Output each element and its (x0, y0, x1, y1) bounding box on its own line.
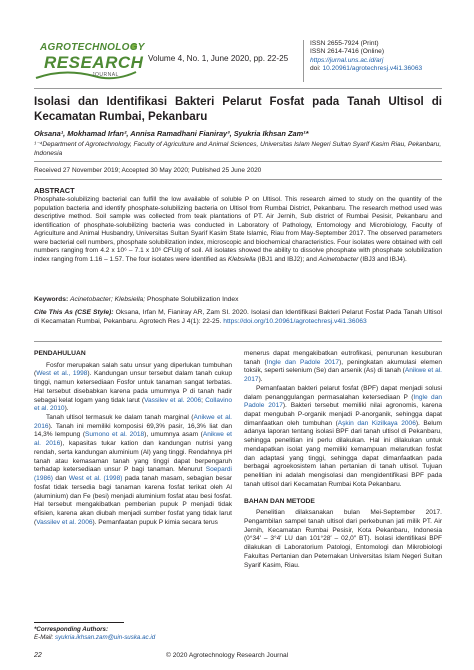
abstract-genus-2: Acinetobacter (318, 255, 359, 263)
intro-paragraph-2-cont: menerus dapat mengakibatkan eutrofikasi, penurunan kesuburan tanah (Ingle dan Padole 2017), peningkatan akumulasi elemen toksik, seperti selenium (Se) dan arsenik (As) di tanah (Anikwe et al. 2017). (244, 350, 442, 384)
article-title: Isolasi dan Identifikasi Bakteri Pelarut Fosfat pada Tanah Ultisol di Kecamatan Rumbai, Pekanbaru (34, 95, 442, 123)
methods-heading: BAHAN DAN METODE (244, 497, 315, 505)
email-label: E-Mail: (34, 633, 55, 641)
citation-link[interactable]: Anikwe et al. 2016 (34, 414, 232, 430)
page-number: 22 (34, 652, 42, 659)
abstract-heading: ABSTRACT (34, 186, 75, 195)
author-list: Oksana¹, Mokhamad Irfan², Annisa Ramadhani Fianiray³, Syukria Ikhsan Zam¹* (34, 129, 309, 138)
issn-online: ISSN 2614-7416 (Online) (310, 48, 385, 56)
header-divider (303, 40, 304, 82)
logo-text-line2: RESEARCH (44, 53, 144, 72)
logo-text-line3: JOURNAL (92, 72, 119, 78)
citation-link[interactable]: West et al. (1998) (68, 475, 123, 483)
abstract-text-mid: (IBJ1 and IBJ2); and (255, 255, 319, 263)
intro-paragraph-3: Pemanfaatan bakteri pelarut fosfat (BPF) dapat menjadi solusi dalam penanggulangan permasalahan ketersediaan P (Ingle dan Padole 2017). Bakteri tersebut memiliki nilai agronomis, karena dapat mengubah P-organik menjadi P-anorganik, sehingga dapat dimanfaatkan oleh tumbuhan (Aşkin dan Kizilkaya 2006). Belum adanya laporan tentang isolasi BPF dari tanah ultisol di Pekanbaru, sehingga penelitian ini perlu dilakukan. Hal ini dilakukan untuk mendapatkan isolat yang memiliki kemampuan melarutkan fosfat dan adaptasi yang tinggi, sehingga dapat dimanfaatkan pada berbagai agroekosistem lahan pertanian di tanah ultisol. Tujuan penelitian ini adalah mengisolasi dan mengidentifikasi BPF pada tanah ultisol dari Kecamatan Rumbai Kota Pekanbaru. (244, 384, 442, 488)
affiliation-rule (34, 161, 442, 162)
cite-doi-link[interactable]: https://doi.org/10.20961/agrotechresj.v4i1.36063 (223, 317, 367, 325)
doi-link[interactable]: 10.20961/agrotechresj.v4i1.36063 (322, 65, 423, 73)
abstract-genus-1: Klebsiella (227, 255, 256, 263)
author-affiliation: ¹⁻⁴Department of Agrotechnology, Faculty of Agriculture and Animal Sciences, Universitas Islam Negeri Sultan Syarif Kasim Riau, Pekanbaru, Indonesia (34, 141, 442, 157)
citation-block (34, 309, 442, 326)
citation-link[interactable]: Soepardi (1986) (34, 466, 232, 483)
methods-paragraph-1: Penelitian dilaksanakan bulan Mei-September 2017. Pengambilan sampel tanah ultisol dari perkebunan jati milik PT. Air Jernih, Kecamatan Rumbai Pesisir, Kota Pekanbaru, Indonesia (0°34′ – 3°4′ LU dan 101°28′ – 02,0″ BT). Isolasi identifikasi BPF dilakukan di Laboratorium Patologi, Entomologi dan Mikrobiologi Fakultas Pertanian dan Peternakan Universitas Islam Negeri Sultan Syarif Kasim, Riau. (244, 509, 442, 569)
citation-link[interactable]: Anikwe et al. 2017 (244, 367, 442, 384)
abstract-text-end: (IBJ3 and IBJ4). (358, 255, 407, 263)
journal-logo (34, 38, 145, 84)
logo-text-line1: AGROTECHNOLOGY (40, 42, 145, 53)
intro-paragraph-1: Fosfor merupakan salah satu unsur yang diperlukan tumbuhan (West et al., 1998). Kandungan unsur tersebut dalam tanah cukup tinggi, namun ketersediaan Fosfor untuk tanaman sangat terbatas. Hal tersebut disebabkan karena pada umumnya P di tanah hadir sebagai kelat logam yang tidak larut (Vassilev et al. 2006; Collavino et al. 2010). (34, 361, 232, 413)
intro-paragraph-2: Tanah ultisol termasuk ke dalam tanah marginal (Anikwe et al. 2016). Tanah ini memiliki komposisi 69,3% pasir, 16,3% liat dan 14,3% lempung (Sumono et al. 2018), umumnya asam (Anikwe et al. 2016), kapasitas tukar kation dan kandungan nutrisi yang rendah, serta kandungan aluminium (Al) yang tinggi. Rendahnya pH tanah atau kemasaman tanah yang tinggi dapat berpengaruh terhadap ketersediaan unsur P bagi tanaman. Menurut Soepardi (1986) dan West et al. (1998) pada tanah masam, sebagian besar fosfat tidak tersedia bagi tanaman karena fosfat terikat oleh Al (aluminium) dan Fe (besi) menjadi aluminium fosfat atau besi fosfat. Hal tersebut mengakibatkan pemberian pupuk P menjadi tidak efisien, karena akan diubah menjadi sumber fosfat yang tidak larut (Vassilev et al. 2006). Pemanfaatan pupuk P kimia secara terus (34, 414, 233, 526)
footnote-rule (34, 622, 124, 623)
right-column (244, 350, 442, 570)
citation-rule (34, 341, 442, 342)
corresponding-author-footnote (34, 626, 155, 642)
footnote-heading: *Corresponding Authors: (34, 626, 109, 633)
citation-link[interactable]: West et al., 1998 (36, 370, 88, 378)
citation-link[interactable]: Ingle dan Padole 2017 (266, 358, 340, 366)
citation-link[interactable]: Ingle dan Padole 2017 (244, 393, 442, 410)
doi-label: doi: (310, 65, 323, 73)
citation-link[interactable]: Vassilev et al. 2006 (144, 396, 202, 404)
abstract-text: Phosphate-solubilizing bacterial can fulfill the low available of soluble P on Ultisol. This research aimed to study on the quantity of the population bacteria and identify phosphate-solubilizing bacteria on Ultisol from Rumbai District, Pekanbaru. The research method used was descriptive method. Soil sample was collected from teak plantations of PT. Air Jernih, Sub district of Rumbai Pesisir, Pekanbaru and identification of phosphate-solubilizing bacteria was conducted in Laboratory of Pathology, Entomology and Microbiology, Faculty of Agriculture and Animal Husbandry, Universitas Sultan Syarif Kasim State Islamic, Riau from May-September 2017. The observed parameters were bacterial cell numbers, phosphate solubilization index, microscopic and biochemical characteristics. Four isolates were obtained with cell numbers ranging from 4.2 x 10⁶ – 7.1 x 10⁶ CFU/g of soil. All isolates showed the ability to dissolve phosphate with phosphate solubilization index ranging from 1.16 – 1.57. The four isolates were identified as (34, 196, 442, 263)
journal-url-link[interactable]: https://jurnal.uns.ac.id/arj (310, 56, 384, 64)
citation-link[interactable]: Collavino et al. 2010 (34, 396, 232, 413)
keywords-genera: Acinetobacter; Klebsiella; (70, 296, 146, 303)
citation-link[interactable]: Aşkin dan Kizilkaya 2006 (337, 419, 416, 427)
keywords-rest: Phosphate Solubilization Index (145, 296, 239, 303)
header-rule (34, 88, 442, 89)
citation-link[interactable]: Anikwe et al. 2016 (34, 431, 232, 448)
intro-heading: PENDAHULUAN (34, 350, 86, 357)
cite-label: Cite This As (CSE Style): (34, 309, 116, 316)
citation-link[interactable]: Vassilev et al. 2006 (36, 518, 93, 526)
abstract-body (34, 196, 442, 264)
dates-rule (34, 179, 442, 180)
keywords-label: Keywords: (34, 296, 71, 303)
volume-info: Volume 4, No. 1, June 2020, pp. 22-25 (148, 54, 289, 63)
keywords (34, 296, 442, 303)
email-link[interactable]: syukria.ikhsan.zam@uin-suska.ac.id (54, 633, 156, 641)
left-column (34, 350, 232, 527)
issn-block (310, 40, 422, 74)
issn-print: ISSN 2655-7924 (Print) (310, 40, 379, 47)
article-dates: Received 27 November 2019; Accepted 30 May 2020; Published 25 June 2020 (34, 167, 262, 174)
copyright-notice: © 2020 Agrotechnology Research Journal (166, 652, 289, 659)
citation-link[interactable]: Sumono et al. 2018 (85, 431, 145, 439)
cite-text: Oksana, Irfan M, Fianiray AR, Zam SI. 2020. Isolasi dan Identifikasi Bakteri Pelarut Fosfat Pada Tanah Ultisol di Kecamatan Rumbai, Pekanbaru. Agrotech Res J 4(1): 22-25. (34, 309, 443, 325)
